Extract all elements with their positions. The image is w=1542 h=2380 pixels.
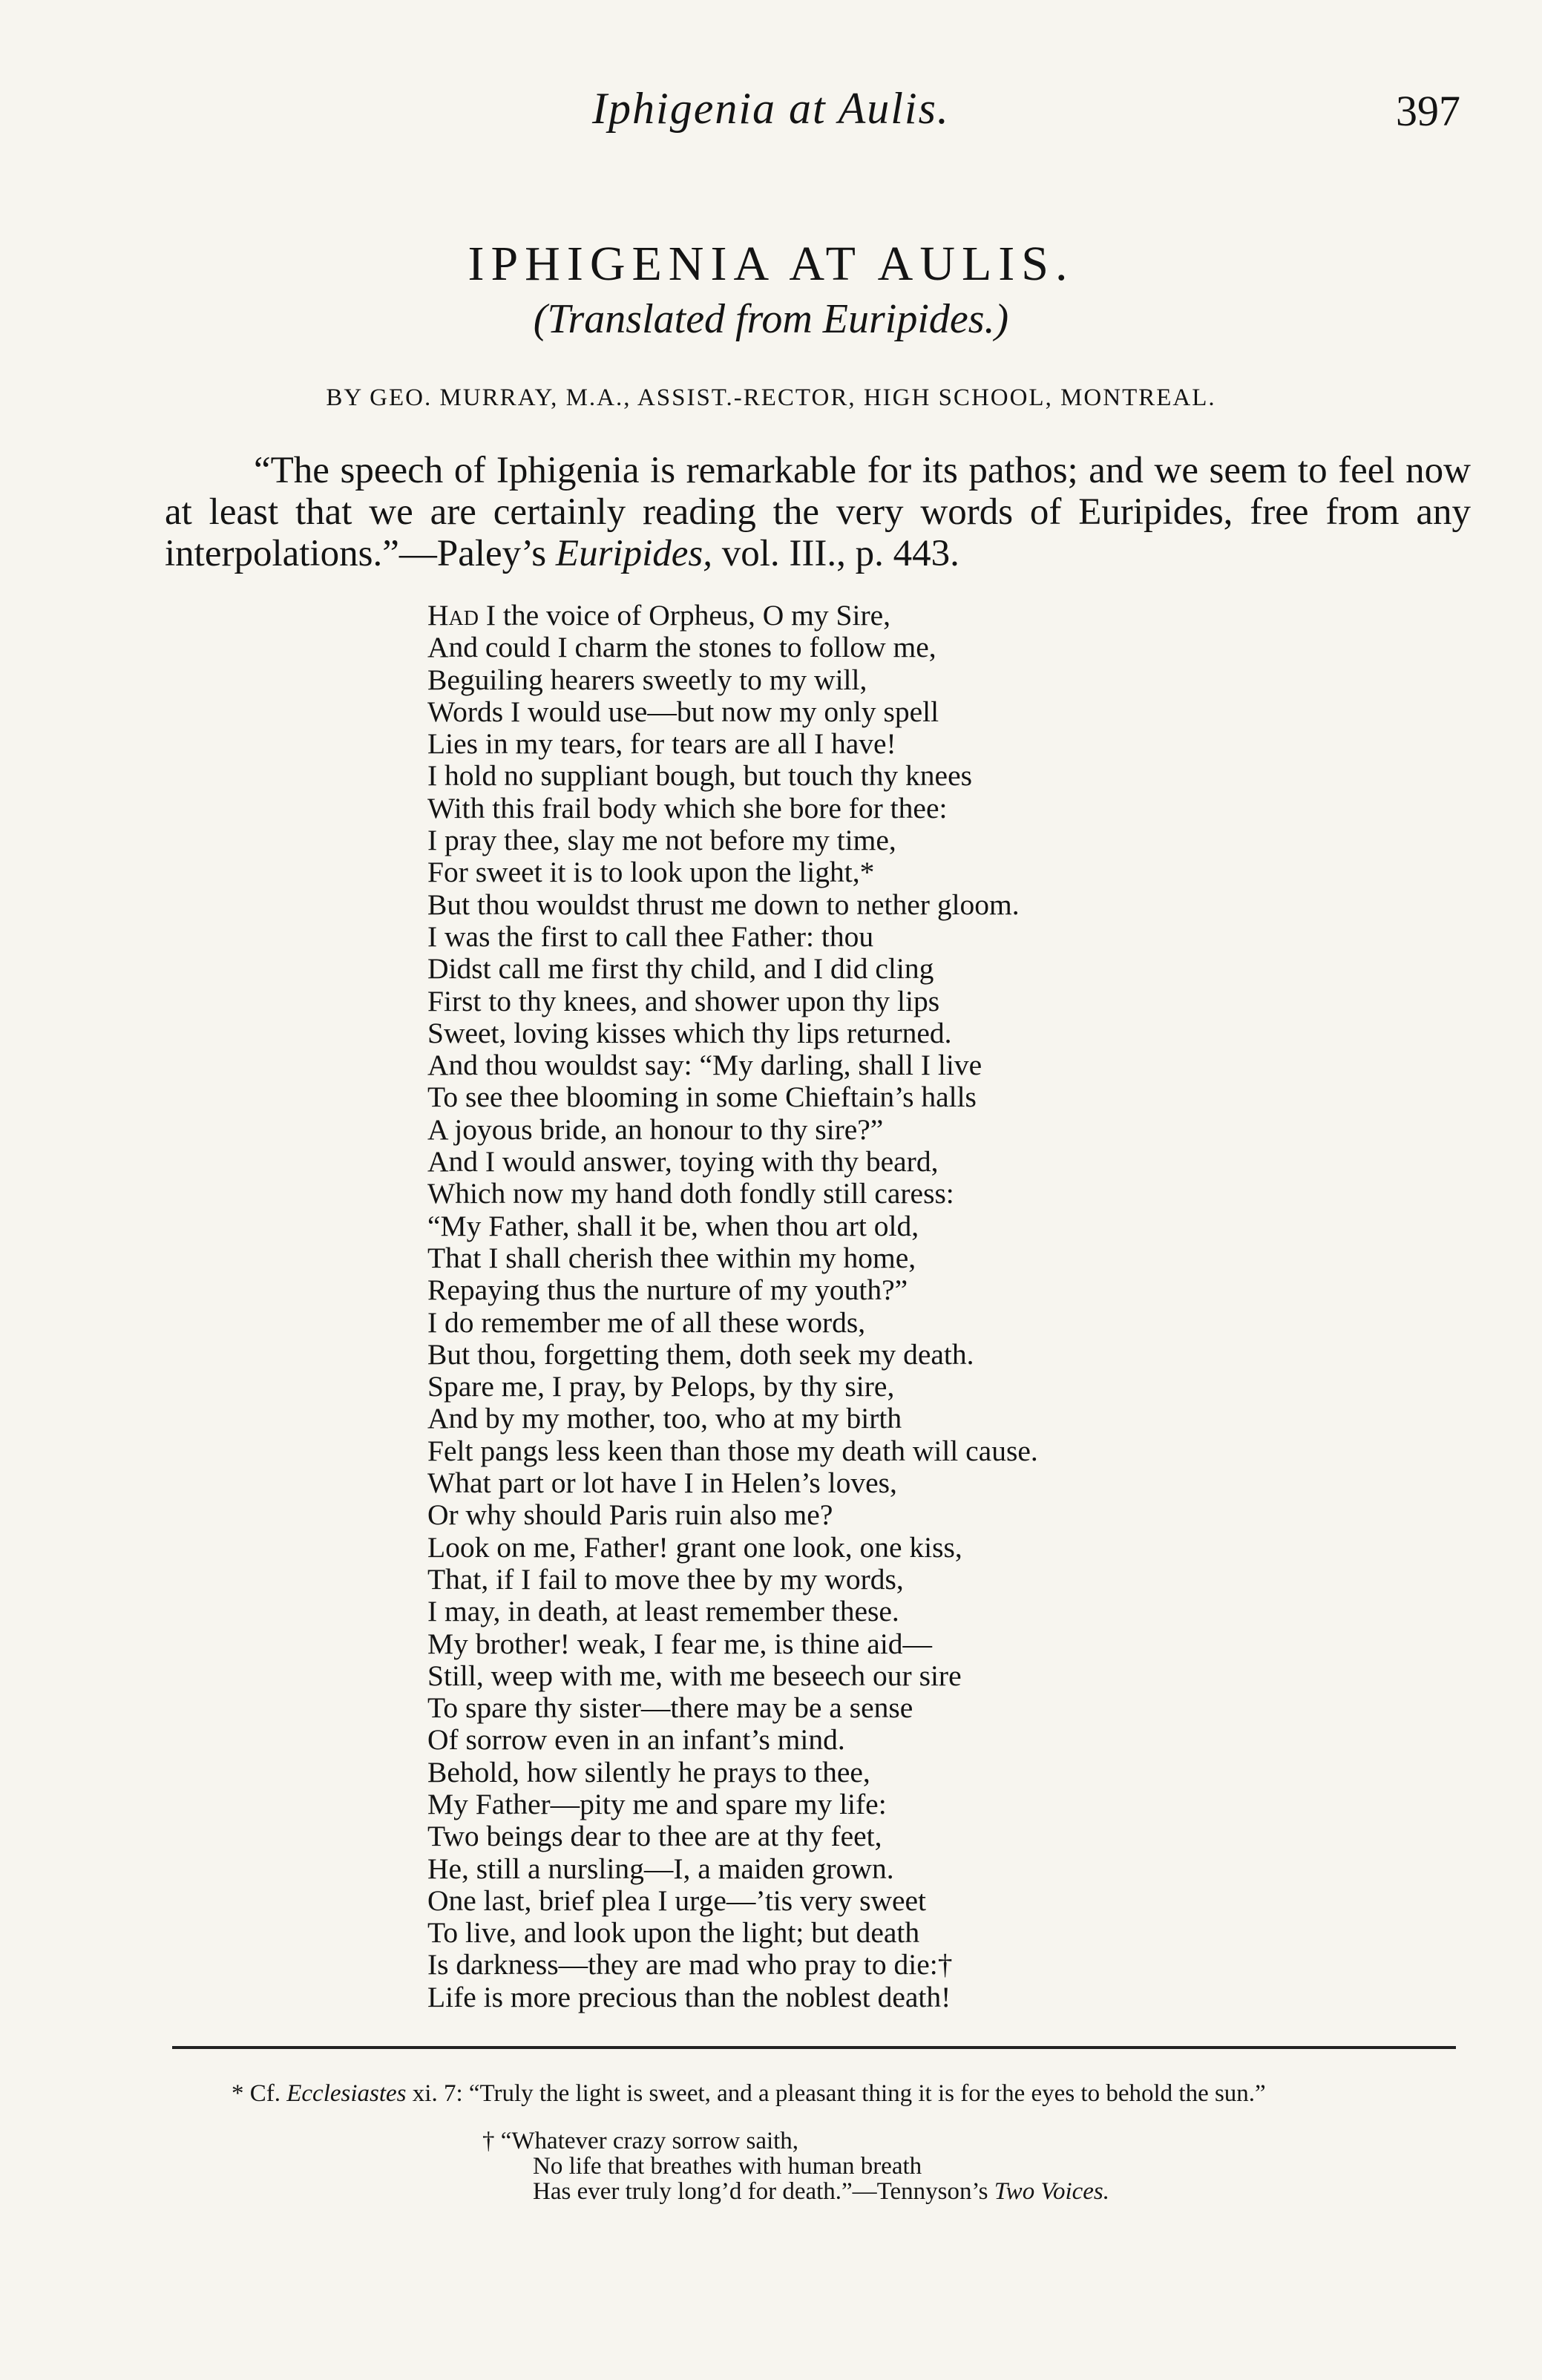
poem-line: Lies in my tears, for tears are all I have! xyxy=(427,727,896,761)
article-title: IPHIGENIA AT AULIS. xyxy=(467,237,1075,291)
poem-line: He, still a nursling—I, a maiden grown. xyxy=(427,1852,894,1885)
running-title: Iphigenia at Aulis. xyxy=(592,84,950,133)
footnote-line: No life that breathes with human breath xyxy=(533,2153,922,2180)
poem-line: With this frail body which she bore for thee: xyxy=(427,791,948,825)
poem-line: That, if I fail to move thee by my words, xyxy=(427,1562,904,1596)
poem-line: A joyous bride, an honour to thy sire?” xyxy=(427,1112,884,1146)
poem-line: My brother! weak, I fear me, is thine aid— xyxy=(427,1627,933,1660)
footnote-line: † “Whatever crazy sorrow saith, xyxy=(482,2128,799,2154)
footnote-source-italic: Ecclesiastes xyxy=(286,2080,407,2107)
poem-line: To live, and look upon the light; but death xyxy=(427,1916,920,1950)
poem-line: One last, brief plea I urge—’tis very sweet xyxy=(427,1884,927,1917)
poem-line: Look on me, Father! grant one look, one kiss, xyxy=(427,1530,962,1564)
epigraph-citation: vol. III., p. 443. xyxy=(712,533,959,574)
poem-line: For sweet it is to look upon the light,* xyxy=(427,856,875,889)
poem-line: But thou, forgetting them, doth seek my death. xyxy=(427,1337,974,1371)
poem-line: My Father—pity me and spare my life: xyxy=(427,1787,887,1820)
poem-line: And thou wouldst say: “My darling, shall I live xyxy=(427,1049,982,1082)
poem-line: Or why should Paris ruin also me? xyxy=(427,1498,833,1532)
poem-line: I was the first to call thee Father: thou xyxy=(427,919,874,953)
poem-line: But thou wouldst thrust me down to nether gloom. xyxy=(427,888,1020,921)
poem-line: I do remember me of all these words, xyxy=(427,1305,866,1339)
footnote-ecclesiastes xyxy=(165,2081,1471,2106)
poem-line: Is darkness—they are mad who pray to die:† xyxy=(427,1948,953,1981)
footnote-tennyson xyxy=(482,2128,1109,2204)
poem-line: To spare thy sister—there may be a sense xyxy=(427,1691,913,1725)
poem-line: Life is more precious than the noblest death! xyxy=(427,1980,951,2013)
poem-line: Words I would use—but now my only spell xyxy=(427,695,939,728)
poem-line: First to thy knees, and shower upon thy lips xyxy=(427,984,940,1017)
poem-line: Spare me, I pray, by Pelops, by thy sire, xyxy=(427,1370,895,1403)
poem-line: Sweet, loving kisses which thy lips returned. xyxy=(427,1016,952,1049)
footnote-marker: * Cf. xyxy=(232,2080,287,2107)
poem-line: “My Father, shall it be, when thou art old, xyxy=(427,1209,919,1242)
poem-line: Two beings dear to thee are at thy feet, xyxy=(427,1820,882,1853)
running-head xyxy=(0,83,1542,150)
poem xyxy=(427,600,1259,2013)
poem-line: To see thee blooming in some Chieftain’s halls xyxy=(427,1081,977,1114)
footnote-text: xi. 7: “Truly the light is sweet, and a pleasant thing it is for the eyes to behold the sun.” xyxy=(406,2080,1266,2107)
poem-line: What part or lot have I in Helen’s loves, xyxy=(427,1466,897,1500)
poem-line: Felt pangs less keen than those my death will cause. xyxy=(427,1434,1038,1467)
poem-line: And by my mother, too, who at my birth xyxy=(427,1402,902,1435)
poem-line: Of sorrow even in an infant’s mind. xyxy=(427,1723,845,1757)
poem-line: Which now my hand doth fondly still caress: xyxy=(427,1177,954,1210)
poem-line: And I would answer, toying with thy beard, xyxy=(427,1145,939,1178)
poem-line: Behold, how silently he prays to thee, xyxy=(427,1755,870,1789)
poem-line: And could I charm the stones to follow me, xyxy=(427,631,936,664)
epigraph xyxy=(165,450,1471,574)
poem-line: Had I the voice of Orpheus, O my Sire, xyxy=(427,599,891,632)
poem-line: I hold no suppliant bough, but touch thy knees xyxy=(427,759,972,793)
poem-line: Repaying thus the nurture of my youth?” xyxy=(427,1273,908,1307)
article-subtitle: (Translated from Euripides.) xyxy=(533,296,1009,342)
poem-line: I pray thee, slay me not before my time, xyxy=(427,824,896,857)
footnote-line: Has ever truly long’d for death.”—Tennyson’s Two Voices. xyxy=(533,2178,1110,2205)
epigraph-text: “The speech of Iphigenia is remarkable for its pathos; and we seem to feel now at least that we are certainly reading the very words of Euripides, free from any interpolations.”—Paley’s xyxy=(165,450,1471,574)
footnote-rule xyxy=(172,2046,1456,2049)
poem-opening-word: Had xyxy=(427,599,479,632)
poem-line: Beguiling hearers sweetly to my will, xyxy=(427,663,867,696)
epigraph-source-italic: Euripides, xyxy=(555,533,712,574)
page-number: 397 xyxy=(1396,87,1460,135)
poem-line: I may, in death, at least remember these. xyxy=(427,1595,899,1628)
byline: BY GEO. MURRAY, M.A., ASSIST.-RECTOR, HIGH SCHOOL, MONTREAL. xyxy=(326,384,1216,411)
poem-line: Still, weep with me, with me beseech our sire xyxy=(427,1659,962,1692)
footnote-source-italic: Two Voices. xyxy=(994,2178,1110,2205)
poem-line: That I shall cherish thee within my home, xyxy=(427,1241,916,1274)
poem-line: Didst call me first thy child, and I did cling xyxy=(427,952,934,986)
